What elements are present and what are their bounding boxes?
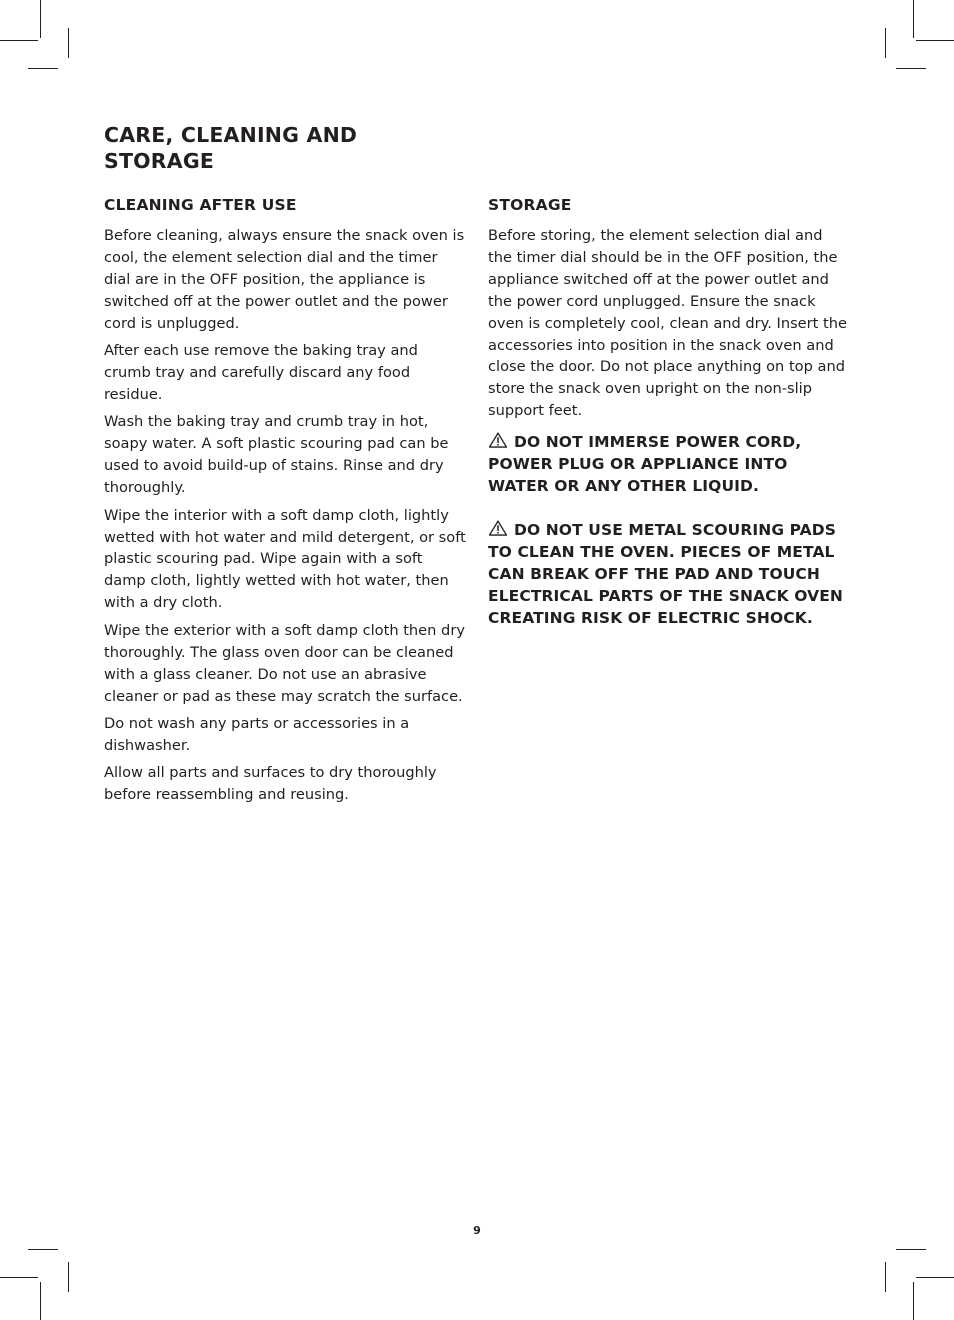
crop-mark [40,0,41,38]
warning-text: DO NOT IMMERSE POWER CORD, POWER PLUG OR APPLIANCE INTO WATER OR ANY OTHER LIQUID. [488,433,802,495]
storage-section [488,194,850,651]
crop-mark [0,40,38,41]
crop-mark [896,1249,926,1250]
cleaning-paragraph: After each use remove the baking tray and crumb tray and carefully discard any food residue. [104,342,418,403]
crop-mark [40,1282,41,1320]
warning-triangle-icon [488,432,508,448]
crop-mark [885,1262,886,1292]
warning-metal-pads [488,520,850,630]
crop-mark [916,1277,954,1278]
crop-mark [28,1249,58,1250]
page-title: CARE, CLEANING AND STORAGE [104,123,358,173]
cleaning-paragraph: Allow all parts and surfaces to dry thoroughly before reassembling and reusing. [104,764,437,804]
crop-mark [916,40,954,41]
crop-mark [913,0,914,38]
crop-mark [885,28,886,58]
page-number: 9 [473,1224,481,1237]
crop-mark [68,1262,69,1292]
cleaning-paragraph: Wipe the interior with a soft damp cloth, lightly wetted with hot water and mild detergent, or soft plastic scouring pad. Wipe again with a soft damp cloth, lightly wetted with hot water, then with a dry cloth. [104,506,466,612]
cleaning-paragraph: Wipe the exterior with a soft damp cloth then dry thoroughly. The glass oven door can be cleaned with a glass cleaner. Do not use an abrasive cleaner or pad as these may scratch the surface. [104,621,465,705]
cleaning-paragraph: Wash the baking tray and crumb tray in hot, soapy water. A soft plastic scouring pad can be used to avoid build-up of stains. Rinse and dry thoroughly. [104,413,449,497]
crop-mark [896,68,926,69]
crop-mark [28,68,58,69]
crop-mark [68,28,69,58]
cleaning-section [104,194,466,812]
cleaning-heading: CLEANING AFTER USE [104,196,297,214]
cleaning-paragraph: Before cleaning, always ensure the snack oven is cool, the element selection dial and the timer dial are in the OFF position, the appliance is switched off at the power outlet and the power cord is unplugged. [104,227,465,332]
crop-mark [0,1277,38,1278]
storage-heading: STORAGE [488,196,572,214]
warning-immerse [488,432,850,498]
cleaning-paragraph: Do not wash any parts or accessories in a dishwasher. [104,715,410,754]
warning-text: DO NOT USE METAL SCOURING PADS TO CLEAN THE OVEN. PIECES OF METAL CAN BREAK OFF THE PAD AND TOUCH ELECTRICAL PARTS OF THE SNACK OVEN CREATING RISK OF ELECTRIC SHOCK. [488,520,843,627]
warning-triangle-icon [488,520,508,536]
storage-paragraph: Before storing, the element selection dial and the timer dial should be in the OFF position, the appliance switched off at the power outlet and the power cord unplugged. Ensure the snack oven is completely cool, clean and dry. Insert the accessories into position in the snack oven and close the door. Do not place anything on top and store the snack oven upright on the non-slip support feet. [488,227,847,420]
crop-mark [913,1282,914,1320]
